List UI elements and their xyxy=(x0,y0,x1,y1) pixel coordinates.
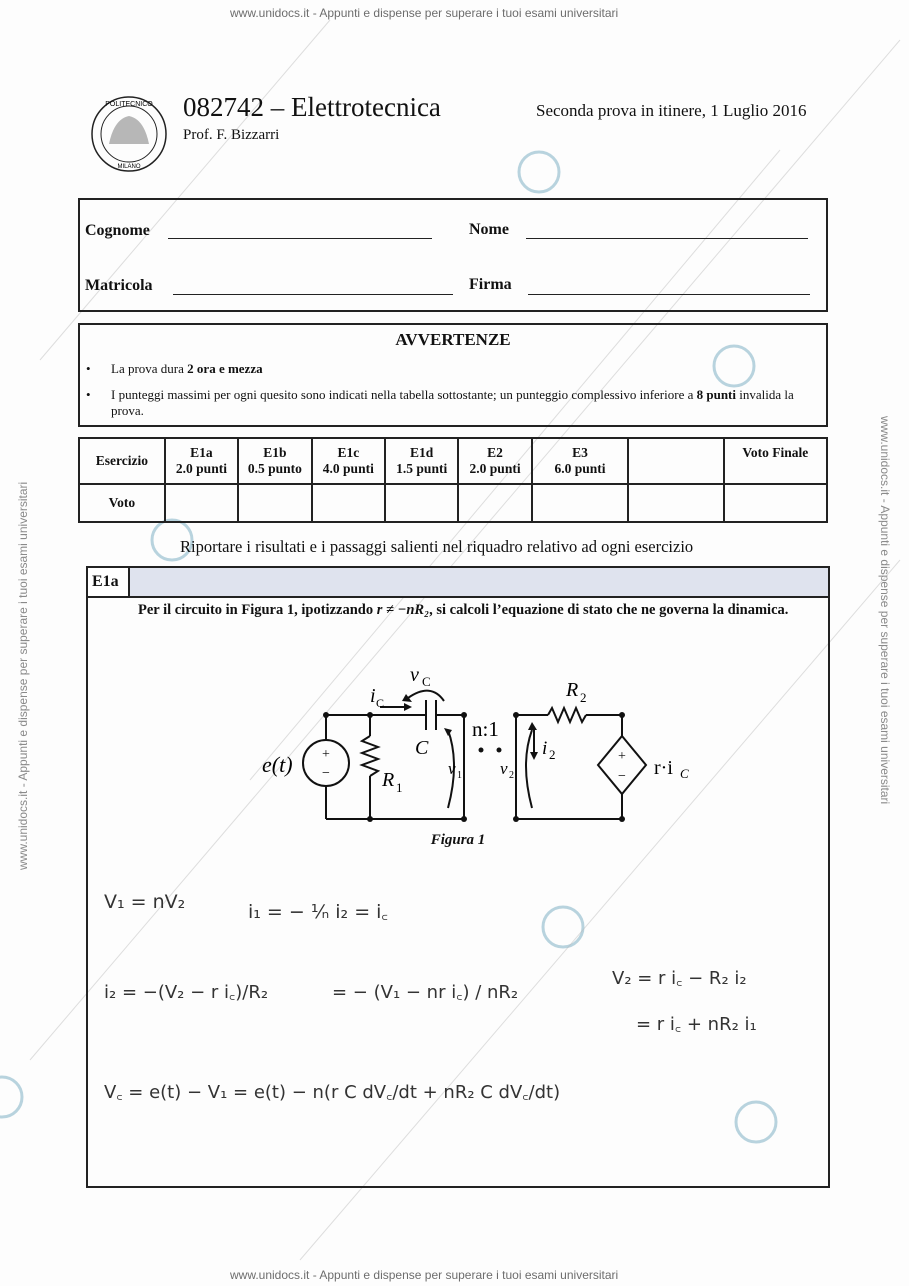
svg-text:C: C xyxy=(422,674,431,689)
warning-item-points: I punteggi massimi per ogni quesito sono indicati nella tabella sottostante; un punteggio complessivo inferiore a 8 punti invalida la prova. xyxy=(111,387,794,418)
handwritten-line-2d: = r i꜀ + nR₂ i₁ xyxy=(636,1014,757,1035)
matricola-field[interactable] xyxy=(173,294,453,295)
nome-field[interactable] xyxy=(526,238,808,239)
voto-cell-e1a[interactable] xyxy=(165,484,238,522)
svg-text:−: − xyxy=(322,766,330,781)
col-header-e1a: E1a 2.0 punti xyxy=(165,438,238,484)
svg-text:2: 2 xyxy=(580,690,587,705)
svg-text:R: R xyxy=(566,679,579,701)
figure-caption: Figura 1 xyxy=(430,832,486,848)
svg-text:1: 1 xyxy=(457,770,462,781)
svg-text:C: C xyxy=(415,737,429,759)
watermark-bottom: www.unidocs.it - Appunti e dispense per superare i tuoi esami universitari xyxy=(230,1268,619,1282)
warning-item-duration: La prova dura 2 ora e mezza xyxy=(111,361,263,376)
col-header-e1c: E1c 4.0 punti xyxy=(312,438,385,484)
handwritten-line-3: V꜀ = e(t) − V₁ = e(t) − n(r C dV꜀/dt + nR₂ C dV꜀/dt) xyxy=(104,1082,561,1103)
col-header-e1b: E1b 0.5 punto xyxy=(238,438,312,484)
col-header-e2: E2 2.0 punti xyxy=(458,438,531,484)
svg-text:C: C xyxy=(376,696,385,710)
esercizio-header: Esercizio xyxy=(79,438,165,484)
instructions: Riportare i risultati e i passaggi salienti nel riquadro relativo ad ogni esercizio xyxy=(180,537,694,556)
voto-cell-e3[interactable] xyxy=(532,484,628,522)
svg-text:1: 1 xyxy=(396,780,403,795)
score-table xyxy=(78,437,828,523)
svg-text:POLITECNICO: POLITECNICO xyxy=(105,101,153,108)
svg-text:−: − xyxy=(618,769,626,784)
col-header-e3: E3 6.0 punti xyxy=(532,438,628,484)
handwritten-line-2b: = − (V₁ − nr i꜀) / nR₂ xyxy=(332,982,519,1003)
source-label: e(t) xyxy=(262,752,293,777)
course-title: 082742 – Elettrotecnica xyxy=(183,92,441,122)
voto-cell-e1b[interactable] xyxy=(238,484,312,522)
voto-finale-header: Voto Finale xyxy=(724,438,827,484)
cognome-field[interactable] xyxy=(168,238,432,239)
professor: Prof. F. Bizzarri xyxy=(183,127,280,143)
exercise-e1a-box xyxy=(86,566,830,1188)
handwritten-line-1b: i₁ = − ¹⁄ₙ i₂ = i꜀ xyxy=(248,901,389,923)
svg-text:+: + xyxy=(322,747,330,762)
col-header-e1d: E1d 1.5 punti xyxy=(385,438,458,484)
svg-text:2: 2 xyxy=(549,747,556,762)
svg-text:v: v xyxy=(448,759,456,778)
nome-label: Nome xyxy=(469,221,509,238)
svg-text:v: v xyxy=(500,759,508,778)
exercise-question: Per il circuito in Figura 1, ipotizzando r ≠ −nR₂, si calcoli l’equazione di stato che ne governa la dinamica. xyxy=(138,602,789,618)
handwritten-line-1a: V₁ = nV₂ xyxy=(104,891,186,913)
voto-cell-e1c[interactable] xyxy=(312,484,385,522)
handwritten-line-2c: V₂ = r i꜀ − R₂ i₂ xyxy=(612,968,747,989)
col-header-empty xyxy=(628,438,723,484)
exam-info: Seconda prova in itinere, 1 Luglio 2016 xyxy=(536,101,807,120)
warnings-title: AVVERTENZE xyxy=(395,330,511,349)
svg-text:C: C xyxy=(680,766,689,781)
voto-cell-e1d[interactable] xyxy=(385,484,458,522)
watermark-side-left: www.unidocs.it - Appunti e dispense per superare i tuoi esami universitari xyxy=(16,481,30,870)
svg-text:n:1: n:1 xyxy=(472,717,499,741)
svg-text:r·i: r·i xyxy=(654,757,673,779)
voto-cell-empty[interactable] xyxy=(628,484,723,522)
handwritten-line-2a: i₂ = −(V₂ − r i꜀)/R₂ xyxy=(104,982,269,1003)
svg-text:MILANO: MILANO xyxy=(117,164,141,170)
svg-text:R: R xyxy=(382,769,395,791)
voto-row-label: Voto xyxy=(79,484,165,522)
voto-cell-e2[interactable] xyxy=(458,484,531,522)
exercise-label: E1a xyxy=(88,568,130,596)
svg-text:v: v xyxy=(410,664,419,686)
svg-text:+: + xyxy=(618,749,626,764)
politecnico-logo xyxy=(84,94,174,174)
firma-label: Firma xyxy=(469,276,512,293)
cognome-label: Cognome xyxy=(85,222,150,239)
exercise-header-bar xyxy=(88,568,828,598)
bullet-dot: • xyxy=(86,361,91,376)
bullet-dot: • xyxy=(86,387,91,402)
voto-finale-cell[interactable] xyxy=(724,484,827,522)
svg-text:i: i xyxy=(370,685,376,707)
svg-text:i: i xyxy=(542,738,548,759)
matricola-label: Matricola xyxy=(85,277,153,294)
firma-field[interactable] xyxy=(528,294,810,295)
watermark-side-right: www.unidocs.it - Appunti e dispense per superare i tuoi esami universitari xyxy=(878,416,892,805)
svg-text:2: 2 xyxy=(509,770,514,781)
warnings-box xyxy=(78,323,828,427)
circuit-diagram xyxy=(248,658,708,828)
student-info-box xyxy=(78,198,828,312)
watermark-top: www.unidocs.it - Appunti e dispense per superare i tuoi esami universitari xyxy=(230,6,619,20)
